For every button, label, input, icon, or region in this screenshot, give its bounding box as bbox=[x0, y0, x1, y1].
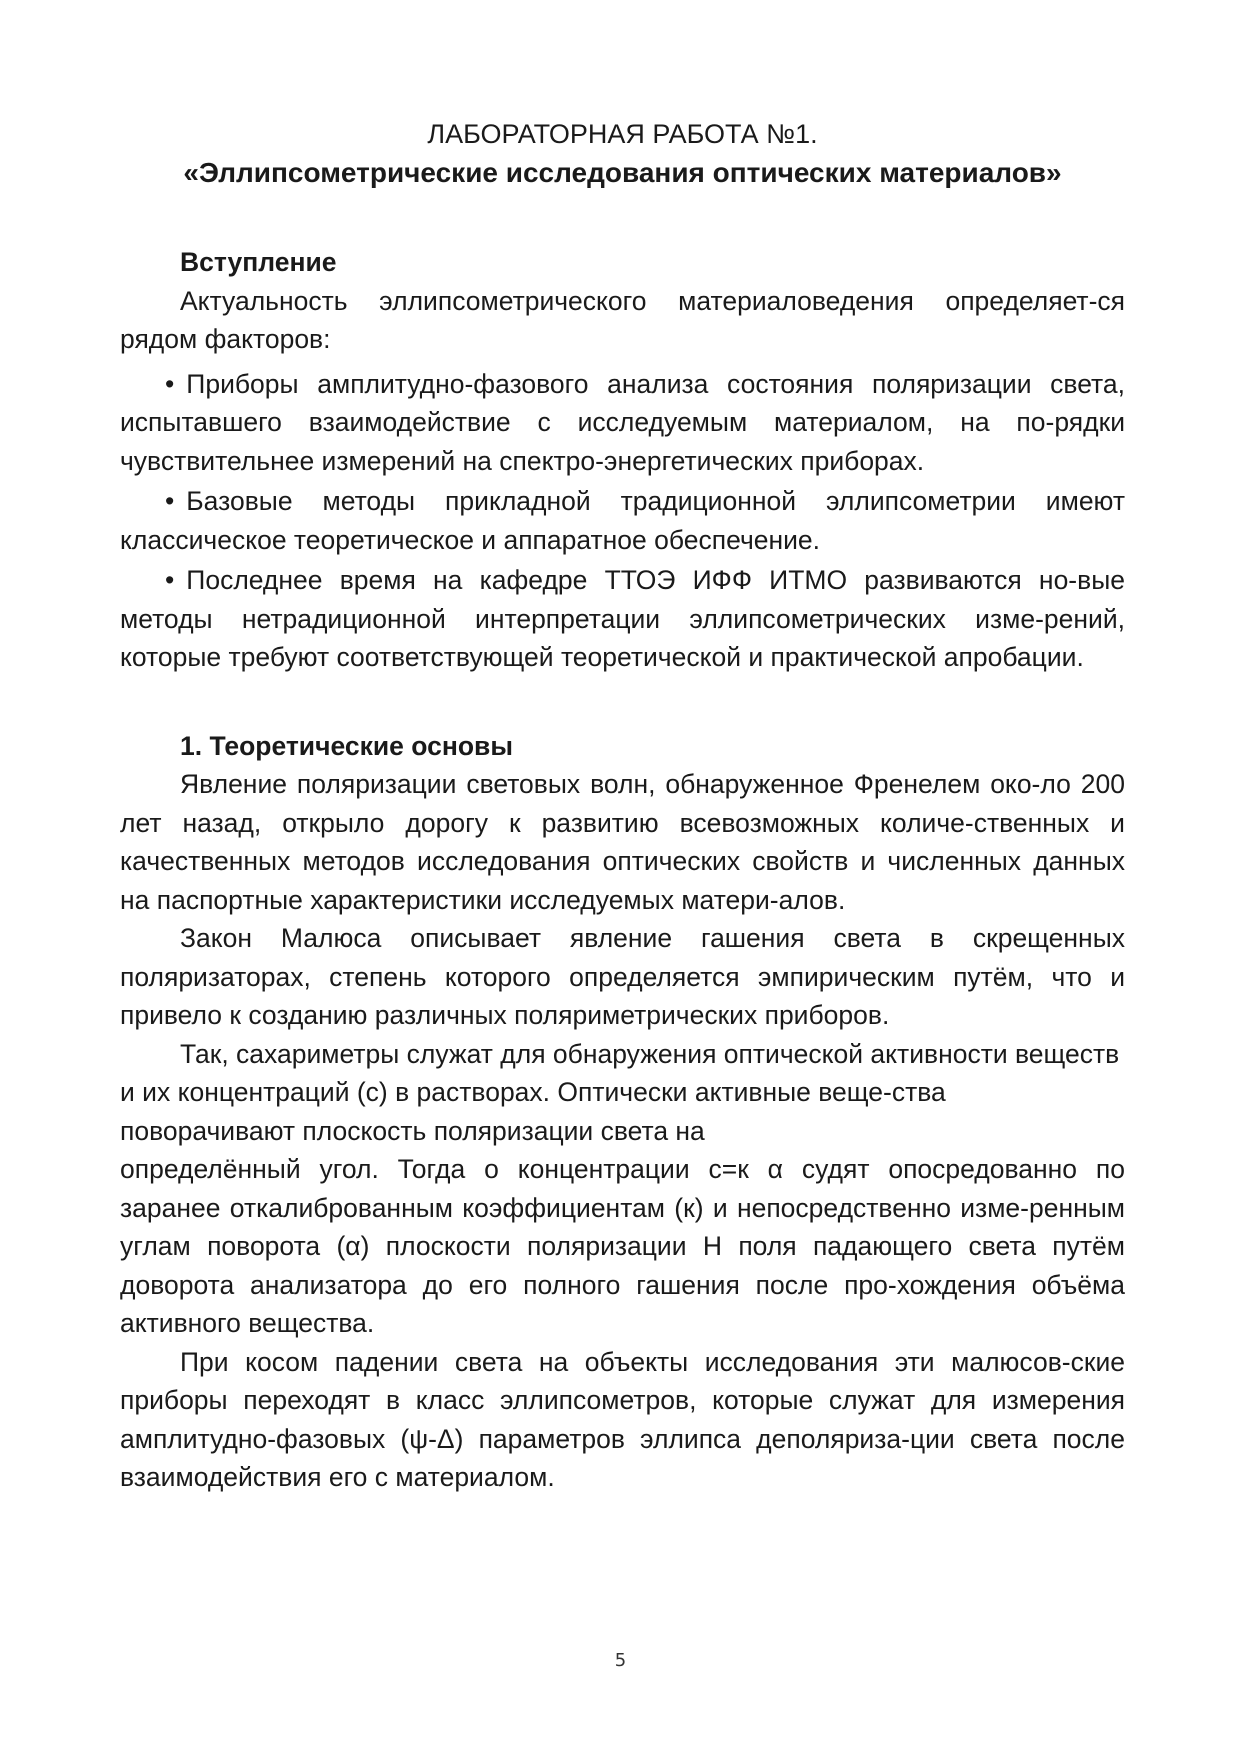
lab-title: ЛАБОРАТОРНАЯ РАБОТА №1. bbox=[427, 119, 818, 149]
bullet-item bbox=[120, 561, 1125, 677]
intro-heading: Вступление bbox=[180, 247, 337, 277]
bullet-text: Последнее время на кафедре ТТОЭ ИФФ ИТМО развиваются но-вые методы нетрадиционной интерпретации эллипсометрических изме-рений, которые требуют соответствующей теоретической и практической апробации. bbox=[120, 565, 1125, 672]
intro-paragraph: Актуальность эллипсометрического материаловедения определяет-ся рядом факторов: bbox=[120, 285, 1125, 354]
section-1-paragraph-3a: Так, сахариметры служат для обнаружения оптической активности веществ и их концентраций (с) в растворах. Оптически активные веще-ства поворачивают плоскость поляризации света на bbox=[120, 1038, 1120, 1146]
section-1-paragraph-1: Явление поляризации световых волн, обнаруженное Френелем око-ло 200 лет назад, открыло дорогу к развитию всевозможных количе-ственных и качественных методов исследования оптических свойств и численных данных на паспортные характеристики исследуемых матери-алов. bbox=[120, 769, 1125, 915]
bullet-item bbox=[120, 482, 1125, 559]
bullet-text: Приборы амплитудно-фазового анализа состояния поляризации света, испытавшего взаимодействие с исследуемым материалом, на по-рядки чувствительнее измерений на спектро-энергетических приборах. bbox=[120, 368, 1125, 476]
bullet-icon: • bbox=[165, 368, 175, 399]
bullet-text: Базовые методы прикладной традиционной эллипсометрии имеют классическое теоретическое и аппаратное обеспечение. bbox=[120, 486, 1125, 555]
spacer bbox=[120, 679, 1125, 727]
section-1-heading: 1. Теоретические основы bbox=[180, 730, 513, 761]
document-page bbox=[120, 115, 1125, 1497]
page-number: 5 bbox=[614, 1650, 627, 1671]
main-title: «Эллипсометрические исследования оптических материалов» bbox=[183, 157, 1062, 188]
bullet-icon: • bbox=[165, 486, 175, 516]
section-1-paragraph-2: Закон Малюса описывает явление гашения света в скрещенных поляризаторах, степень которого определяется эмпирическим путём, что и привело к созданию различных поляриметрических приборов. bbox=[120, 923, 1125, 1030]
bullet-item bbox=[120, 365, 1125, 481]
section-1-paragraph-3b: определённый угол. Тогда о концентрации с=к α судят опосредованно по заранее откалиброванным коэффициентам (к) и непосредственно изме-ренным углам поворота (α) плоскости поляризации Н поля падающего света путём доворота анализатора до его полного гашения после про-хождения объёма активного вещества. bbox=[120, 1154, 1125, 1338]
bullet-icon: • bbox=[165, 565, 175, 595]
spacer bbox=[120, 193, 1125, 243]
section-1-paragraph-4: При косом падении света на объекты исследования эти малюсов-ские приборы переходят в класс эллипсометров, которые служат для измерения амплитудно-фазовых (ψ-Δ) параметров эллипса деполяриза-ции света после взаимодействия его с материалом. bbox=[120, 1346, 1125, 1492]
